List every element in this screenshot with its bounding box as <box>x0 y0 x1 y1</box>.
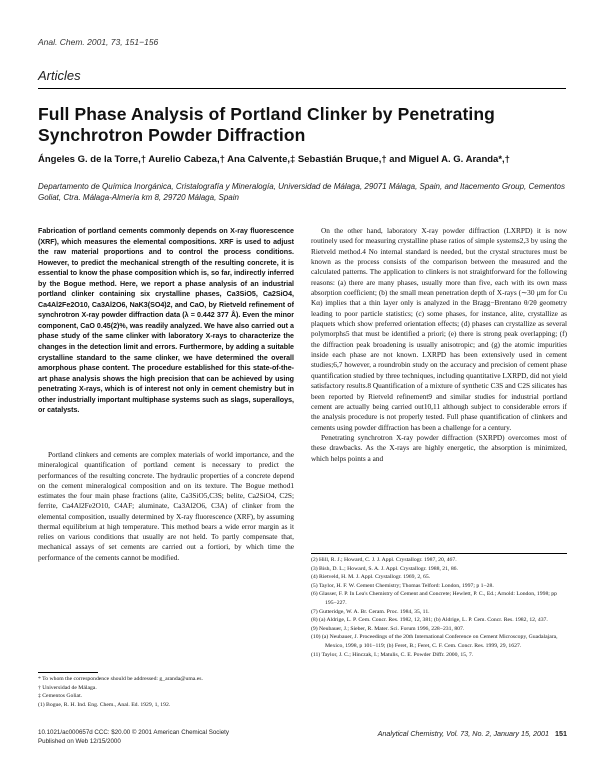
dagger-note: † Universidad de Málaga. <box>38 684 97 691</box>
published-line: Published on Web 12/15/2000 <box>38 737 121 745</box>
article-title: Full Phase Analysis of Portland Clinker by Penetrating Synchrotron Powder Diffraction <box>38 104 495 145</box>
affiliation: Departamento de Química Inorgánica, Cristalografía y Mineralogía, Universidad de Málaga, 29071 Málaga, Spain, and Itacemento Group, Cementos Goliat, Ctra. Málaga-Almería km 8, 29720 Málaga, Spain <box>38 182 565 202</box>
footer-issue <box>311 729 567 738</box>
reference: (6) Glasser, F. P. In Lea's Chemistry of Cement and Concrete; Hewlett, P. C., Ed.; Arnold: London, 1998; pp 195−227. <box>311 591 557 606</box>
page-number: 151 <box>555 729 567 738</box>
intro-left-column <box>38 450 294 563</box>
doi-line: 10.1021/ac000657d CCC: $20.00 © 2001 American Chemical Society <box>38 729 229 736</box>
reference: (8) (a) Aldrige, L. P. Cem. Concr. Res. 1982, 12, 381; (b) Aldrige, L. P. Cem. Concr. Res. 1982, 12, 437. <box>311 617 548 624</box>
references-list <box>311 556 567 659</box>
reference: (2) Hill, R. J.; Howard, C. J. J. Appl. Crystallogr. 1987, 20, 467. <box>311 557 457 563</box>
intro-right-column <box>311 226 567 464</box>
issue-line: Analytical Chemistry, Vol. 73, No. 2, January 15, 2001 <box>377 729 549 738</box>
header-rule <box>38 88 566 89</box>
references-rule <box>311 553 567 554</box>
reference: (4) Rietveld, H. M. J. Appl. Crystallogr. 1969, 2, 65. <box>311 574 431 581</box>
correspondence-note: * To whom the correspondence should be addressed: g_aranda@uma.es. <box>38 676 203 682</box>
double-dagger-note: ‡ Cementos Goliat. <box>38 693 83 700</box>
body-paragraph: On the other hand, laboratory X-ray powder diffraction (LXRPD) it is now routinely used for measuring crystalline phase ratios of simple systems2,3 by using the Rietveld method.4 No internal standard is needed, but the crystal structures must be known as the process consists of the comparison between the measured and the calculated patterns. The application to clinkers is not straightforward for the following reasons: (a) there are many phases, usually more than five, each with its own mass absorption coefficient; (b) the small mean penetration depth of X-rays (∼30 μm for Cu Kα) implies that a thin layer only is analyzed in the Bragg−Brentano θ/2θ geometry leading to poor particle statistics; (c) some phases, for instance, alite, crystallize as plaquets which show preferred orientation effects; (d) phases can crystallize as several polymorphs5 that must be identified a priori; (e) there is strong peak overlapping; (f) the diffraction peak broadening is usually anisotropic; and (g) the atomic impurities inside each phase are not known. LXRPD has been extensively used in cement studies;6,7 however, a roundrobin study on the accuracy and precision of cement phase quantification studied by three techniques, including quantitative LXRPD, did not yield satisfactory results.8 Quantification of a mixture of synthetic C3S and C2S silicates has been reported by Rietveld refinement9 and similar studies for industrial portland cement are actually being carried out10,11 although subject to considerable errors if the analysis procedure is not properly tested. Full phase quantification of clinkers and cements using powder diffraction has been a challenge for a century. <box>311 226 567 432</box>
footnotes <box>38 675 294 709</box>
reference: (5) Taylor, H. F. W. Cement Chemistry; Thomas Telford: London, 1997; p 1−28. <box>311 582 494 589</box>
reference: (9) Neubauer, J.; Sieber, R. Mater. Sci. Forum 1996, 228−231, 807. <box>311 625 465 632</box>
journal-citation: Anal. Chem. 2001, 73, 151−156 <box>38 37 159 47</box>
footer-doi <box>38 729 298 746</box>
reference: (10) (a) Neubauer, J. Proceedings of the 20th International Conference on Cement Microscopy, Guadalajara, Mexico, 1998, p 101−119; (b) Feret, B.; Feret, C. F. Cem. Concr. Res. 1999, 29, 1627. <box>311 634 558 649</box>
reference: (3) Bish, D. L.; Howard, S. A. J. Appl. Crystallogr. 1988, 21, 86. <box>311 565 458 572</box>
author-list: Ángeles G. de la Torre,† Aurelio Cabeza,† Ana Calvente,‡ Sebastián Bruque,† and Miguel A. G. Aranda*,† <box>38 154 510 165</box>
footnote-rule <box>38 672 98 673</box>
reference: (7) Gutteridge, W. A. Br. Ceram. Proc. 1984, 35, 11. <box>311 608 430 615</box>
abstract: Fabrication of portland cements commonly depends on X-ray fluorescence (XRF), which measures the elemental compositions. XRF is used to adjust the raw material proportions and to control the process conditions. However, to predict the mechanical strength of the resulting concrete, it is essential to know the phase composition which is, so far, indirectly inferred by the Bogue method. Here, we report a phase analysis of an industrial portland clinker containing six crystalline phases, Ca3SiO5, Ca2SiO4, Ca4Al2Fe2O10, Ca3Al2O6, NaK3(SO4)2, and CaO, by Rietveld refinement of synchrotron X-ray powder diffraction data (λ = 0.442 377 Å). Even the minor component, CaO 0.45(2)%, was readily analyzed. We have also carried out a phase study of the same clinker with laboratory X-rays to characterize the changes in the detection limit and errors. Furthermore, by adding a suitable crystalline standard to the same clinker, we have determined the overall amorphous phase content. The procedure established for this state-of-the-art phase analysis shows the high precision that can be achieved by using penetrating X-rays, which is of interest not only in cement chemistry but in other industrially important multiphase systems such as slags, superalloys, or catalysts. <box>38 227 294 415</box>
section-heading: Articles <box>38 68 81 83</box>
body-paragraph: Penetrating synchrotron X-ray powder diffraction (SXRPD) overcomes most of these drawbacks. As the X-rays are highly energetic, the absorption is minimized, which helps points a and <box>311 432 567 463</box>
reference: (11) Taylor, J. C.; Hinczak, I.; Matulis, C. E. Powder Diffr. 2000, 15, 7. <box>311 651 474 658</box>
reference-1: (1) Bogue, R. H. Ind. Eng. Chem., Anal. Ed. 1929, 1, 192. <box>38 701 171 708</box>
intro-paragraph: Portland clinkers and cements are complex materials of world importance, and the mineralogical quantification of portland cement is necessary to predict the performances of the resulting concrete. The hydraulic properties of a concrete depend on the cement mineralogical composition and on its texture. The Bogue method1 estimates the four main phase fractions (alite, Ca3SiO5,C3S; belite, Ca2SiO4, C2S; ferrite, Ca4Al2Fe2O10, C4AF; aluminate, Ca3Al2O6, C3A) of clinker from the elemental composition, usually determined by X-ray fluorescence (XRF), by assuming thermal equilibrium at high temperature. This method bears a wide error margin as it relies on various conditions that usually are not held. To partly compensate that, mechanical assays of set cements are carried out a fortiori, by which time the performance of the cements cannot be modified. <box>38 450 294 562</box>
